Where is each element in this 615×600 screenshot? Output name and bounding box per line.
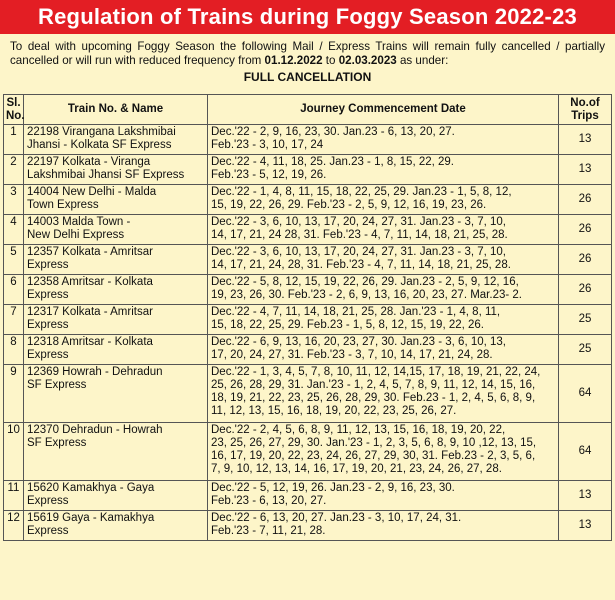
row-sl: 8 [4, 335, 24, 365]
row-train: 14004 New Delhi - Malda Town Express [24, 185, 208, 215]
title-banner [0, 0, 615, 34]
intro-to: to [322, 54, 339, 67]
row-date: Dec.'22 - 4, 11, 18, 25. Jan.23 - 1, 8, 15, 22, 29. Feb.'23 - 5, 12, 19, 26. [208, 155, 559, 185]
row-date: Dec.'22 - 5, 8, 12, 15, 19, 22, 26, 29. Jan.23 - 2, 5, 9, 12, 16, 19, 23, 26, 30. Feb.'23 - 2, 6, 9, 13, 16, 20, 23, 27. Mar.23- 2. [208, 275, 559, 305]
row-sl: 7 [4, 305, 24, 335]
table-row [4, 155, 612, 185]
header-trips: No.of Trips [559, 95, 612, 125]
row-date: Dec.'22 - 6, 9, 13, 16, 20, 23, 27, 30. Jan.23 - 3, 6, 10, 13, 17, 20, 24, 27, 31. Feb.'23 - 3, 7, 10, 14, 17, 21, 24, 28. [208, 335, 559, 365]
row-sl: 1 [4, 125, 24, 155]
row-trips: 25 [559, 335, 612, 365]
cancellation-table [3, 94, 612, 541]
row-train: 12317 Kolkata - Amritsar Express [24, 305, 208, 335]
row-train: 12369 Howrah - Dehradun SF Express [24, 365, 208, 423]
row-sl: 12 [4, 511, 24, 541]
table-row [4, 185, 612, 215]
row-sl: 11 [4, 481, 24, 511]
intro-tail: as under: [396, 54, 449, 67]
row-trips: 26 [559, 185, 612, 215]
table-row [4, 511, 612, 541]
header-sl: Sl. No. [4, 95, 24, 125]
row-sl: 2 [4, 155, 24, 185]
row-trips: 13 [559, 481, 612, 511]
row-trips: 64 [559, 423, 612, 481]
row-train: 12357 Kolkata - Amritsar Express [24, 245, 208, 275]
table-row [4, 305, 612, 335]
row-train: 22198 Virangana Lakshmibai Jhansi - Kolkata SF Express [24, 125, 208, 155]
row-trips: 13 [559, 125, 612, 155]
header-train: Train No. & Name [24, 95, 208, 125]
table-row [4, 365, 612, 423]
section-heading: FULL CANCELLATION [243, 70, 372, 84]
row-train: 12358 Amritsar - Kolkata Express [24, 275, 208, 305]
row-trips: 13 [559, 155, 612, 185]
table-row [4, 423, 612, 481]
row-trips: 25 [559, 305, 612, 335]
table-row [4, 125, 612, 155]
row-sl: 9 [4, 365, 24, 423]
row-date: Dec.'22 - 2, 9, 16, 23, 30. Jan.23 - 6, 13, 20, 27. Feb.'23 - 3, 10, 17, 24 [208, 125, 559, 155]
row-sl: 10 [4, 423, 24, 481]
row-trips: 26 [559, 245, 612, 275]
row-trips: 26 [559, 275, 612, 305]
row-train: 12318 Amritsar - Kolkata Express [24, 335, 208, 365]
intro-text: To deal with upcoming Foggy Season the following Mail / Express Trains will remain fully cancelled / partially cancelled or will run with reduced frequency from [10, 40, 605, 67]
table-row [4, 335, 612, 365]
header-date: Journey Commencement Date [208, 95, 559, 125]
row-train: 14003 Malda Town - New Delhi Express [24, 215, 208, 245]
row-sl: 3 [4, 185, 24, 215]
table-row [4, 215, 612, 245]
row-sl: 5 [4, 245, 24, 275]
row-trips: 64 [559, 365, 612, 423]
row-date: Dec.'22 - 4, 7, 11, 14, 18, 21, 25, 28. Jan.'23 - 1, 4, 8, 11, 15, 18, 22, 25, 29. Feb.23 - 1, 5, 8, 12, 15, 19, 22, 26. [208, 305, 559, 335]
row-sl: 4 [4, 215, 24, 245]
row-train: 15620 Kamakhya - Gaya Express [24, 481, 208, 511]
row-date: Dec.'22 - 1, 3, 4, 5, 7, 8, 10, 11, 12, 14,15, 17, 18, 19, 21, 22, 24, 25, 26, 28, 29, 31. Jan.'23 - 1, 2, 4, 5, 7, 8, 9, 11, 12, 14, 15, 16, 18, 19, 21, 22, 23, 25, 26, 28, 29, 30. Feb.23 - 1, 2, 4, 5, 6, 8, 9, 11, 12, 13, 15, 16, 18, 19, 20, 22, 23, 25, 26, 27. [208, 365, 559, 423]
row-date: Dec.'22 - 1, 4, 8, 11, 15, 18, 22, 25, 29. Jan.23 - 1, 5, 8, 12, 15, 19, 22, 26, 29. Feb.'23 - 2, 5, 9, 12, 16, 19, 23, 26. [208, 185, 559, 215]
table-row [4, 245, 612, 275]
row-sl: 6 [4, 275, 24, 305]
intro-paragraph [0, 34, 615, 68]
row-date: Dec.'22 - 5, 12, 19, 26. Jan.23 - 2, 9, 16, 23, 30. Feb.'23 - 6, 13, 20, 27. [208, 481, 559, 511]
table-row [4, 481, 612, 511]
page-title: Regulation of Trains during Foggy Season 2022-23 [38, 4, 577, 29]
row-date: Dec.'22 - 6, 13, 20, 27. Jan.23 - 3, 10, 17, 24, 31. Feb.'23 - 7, 11, 21, 28. [208, 511, 559, 541]
row-trips: 13 [559, 511, 612, 541]
to-date: 02.03.2023 [338, 54, 397, 67]
row-train: 22197 Kolkata - Viranga Lakshmibai Jhansi SF Express [24, 155, 208, 185]
row-trips: 26 [559, 215, 612, 245]
row-train: 12370 Dehradun - Howrah SF Express [24, 423, 208, 481]
table-header-row [4, 95, 612, 125]
row-date: Dec.'22 - 3, 6, 10, 13, 17, 20, 24, 27, 31. Jan.23 - 3, 7, 10, 14, 17, 21, 24 28, 31. Feb.'23 - 4, 7, 11, 14, 18, 21, 25, 28. [208, 215, 559, 245]
row-date: Dec.'22 - 2, 4, 5, 6, 8, 9, 11, 12, 13, 15, 16, 18, 19, 20, 22, 23, 25, 26, 27, 29, 30. Jan.'23 - 1, 2, 3, 5, 6, 8, 9, 10 ,12, 13, 15, 16, 17, 19, 20, 22, 23, 24, 26, 27, 29, 30, 31. Feb.23 - 2, 3, 5, 6, 7, 9, 10, 12, 13, 14, 16, 17, 19, 20, 21, 23, 24, 26, 27, 28. [208, 423, 559, 481]
row-train: 15619 Gaya - Kamakhya Express [24, 511, 208, 541]
from-date: 01.12.2022 [264, 54, 323, 67]
row-date: Dec.'22 - 3, 6, 10, 13, 17, 20, 24, 27, 31. Jan.23 - 3, 7, 10, 14, 17, 21, 24, 28, 31. Feb.'23 - 4, 7, 11, 14, 18, 21, 25, 28. [208, 245, 559, 275]
table-row [4, 275, 612, 305]
